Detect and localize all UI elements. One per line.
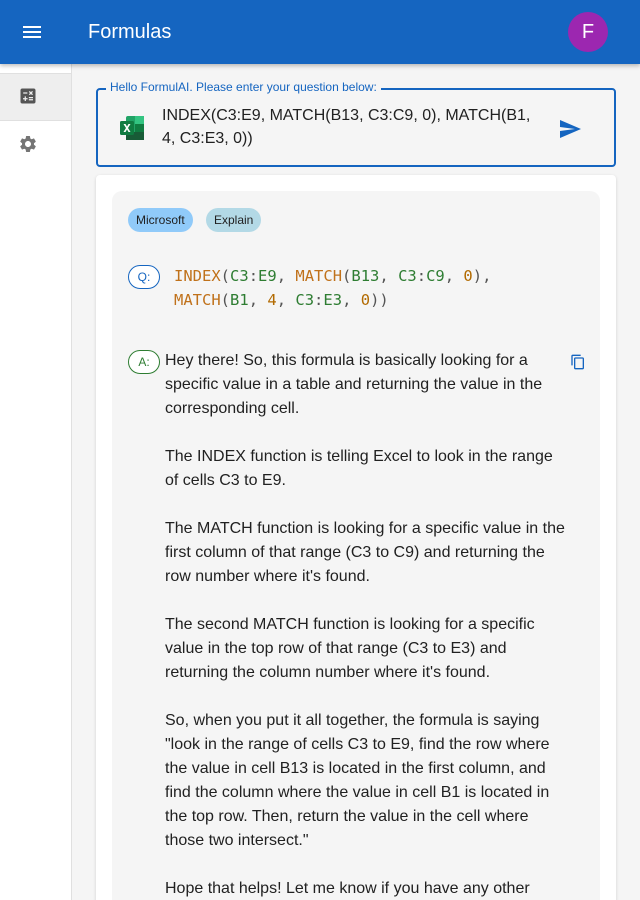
answer-paragraph: The second MATCH function is looking for a specific value in the top row of that range (C3 to E3) and returning the column number where it's found. (165, 616, 535, 681)
formula-token: 0 (463, 267, 473, 285)
send-icon (558, 117, 582, 141)
question-input[interactable] (162, 104, 532, 152)
formula-token: C3 (398, 267, 417, 285)
sidebar-item-settings[interactable] (0, 122, 71, 170)
answer-paragraph: Hey there! So, this formula is basically looking for a specific value in a table and returning the value in the corresponding cell. (165, 352, 543, 417)
sidebar-item-formulas[interactable] (0, 73, 71, 121)
excel-icon (118, 114, 146, 142)
formula-token: E9 (258, 267, 277, 285)
formula-token: C9 (426, 267, 445, 285)
app-title: Formulas (88, 21, 172, 43)
chip-explain[interactable]: Explain (206, 208, 261, 232)
formula-token: C3 (230, 267, 249, 285)
copy-button[interactable] (570, 354, 586, 370)
formula-token: MATCH (174, 291, 221, 309)
formula-token: 0 (360, 291, 371, 309)
answer-text (165, 349, 565, 900)
formula-token: B13 (351, 267, 380, 285)
question-label: Hello FormulAI. Please enter your question below: (106, 79, 381, 95)
app-bar (0, 0, 640, 64)
send-button[interactable] (558, 117, 582, 141)
formula-token: E3 (323, 291, 343, 309)
question-tag: Q: (128, 265, 160, 289)
answer-paragraph: The INDEX function is telling Excel to look in the range of cells C3 to E9. (165, 448, 553, 489)
avatar[interactable]: F (568, 12, 608, 52)
answer-card (96, 175, 616, 900)
answer-panel (112, 191, 600, 900)
answer-tag: A: (128, 350, 160, 374)
formula-token: B1 (230, 291, 249, 309)
question-field (96, 88, 616, 167)
formula-token: INDEX (174, 267, 221, 285)
menu-icon[interactable] (20, 20, 44, 44)
formula-code: INDEX(C3:E9, MATCH(B13, C3:C9, 0), MATCH(B1, 4, C3:E3, 0)) (174, 267, 492, 309)
answer-paragraph: So, when you put it all together, the formula is saying "look in the range of cells C3 to E9, find the row where the value in cell B13 is located in the first column, and find the column where the value in cell B1 is located in the top row. Then, return the value in the cell where those two intersect." (165, 712, 550, 849)
gear-icon (18, 134, 38, 154)
copy-icon (570, 354, 586, 370)
calculator-icon (18, 86, 38, 106)
formula-token: MATCH (295, 267, 343, 285)
answer-paragraph: The MATCH function is looking for a specific value in the first column of that range (C3 to C9) and returning the row number where it's found. (165, 520, 565, 585)
answer-paragraph: Hope that helps! Let me know if you have any other (165, 880, 530, 897)
formula-token: 4 (267, 291, 277, 309)
formula-token: C3 (295, 291, 315, 309)
chip-microsoft[interactable]: Microsoft (128, 208, 193, 232)
sidebar (0, 64, 72, 900)
